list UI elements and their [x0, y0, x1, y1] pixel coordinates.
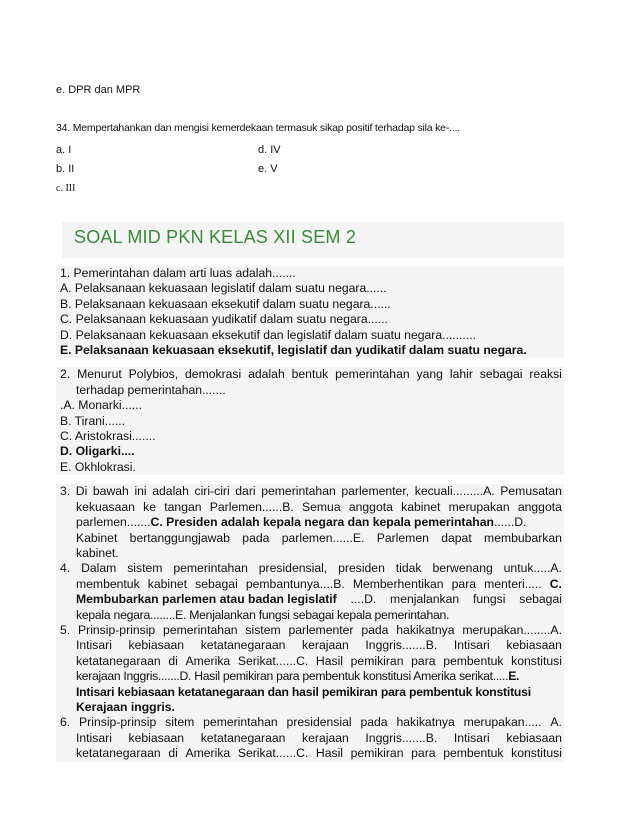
word: pemerintahan: [203, 715, 278, 730]
word: di: [168, 746, 178, 761]
word: Intisari: [76, 730, 112, 745]
question-2: [56, 367, 564, 475]
word: para: [451, 576, 477, 591]
q2-line-2: terhadap pemerintahan.......: [76, 382, 226, 397]
question-block: [56, 266, 564, 762]
word: ....D.: [350, 592, 377, 607]
word: sitem: [165, 715, 195, 730]
word: Intisari: [76, 638, 112, 653]
word: Semua: [301, 499, 341, 514]
word: kerajaan: [302, 730, 349, 745]
q4-answer: Membubarkan parlemen atau badan legislatif: [76, 592, 337, 607]
q1-text: 1. Pemerintahan dalam arti luas adalah.......: [60, 266, 296, 280]
q34-option-c: c. III: [56, 183, 76, 194]
q4-answer-label: C.: [549, 576, 562, 591]
word: para: [411, 746, 436, 761]
word: berwenang: [432, 561, 493, 576]
q2-option-e: E. Okhlokrasi.: [60, 459, 136, 474]
q5-answer-label: E.: [508, 669, 520, 684]
section-title: SOAL MID PKN KELAS XII SEM 2: [74, 227, 357, 247]
word: menteri.....: [484, 576, 542, 591]
q3-line-4: [56, 531, 564, 546]
word: pemerintahan: [261, 484, 336, 499]
word: Amerika: [185, 746, 231, 761]
q3-answer: C. Presiden adalah kepala negara dan kepala pemerintahan: [150, 515, 494, 530]
word: 2.: [60, 367, 71, 382]
word: ketatanegaraan: [200, 638, 286, 653]
word: anggota: [348, 499, 393, 514]
q1-option-b: B. Pelaksanaan kekuasaan eksekutif dalam suatu negara......: [60, 296, 391, 311]
q2-option-d: [56, 444, 564, 459]
word: Dalam: [81, 561, 117, 576]
word: pembentuk: [443, 746, 504, 761]
word: konstitusi: [511, 746, 562, 761]
q3-line-5: kabinet.: [76, 545, 119, 560]
q2-line-1: [56, 367, 564, 382]
q6-line-1: [56, 715, 564, 730]
word: untuk.....A.: [503, 561, 562, 576]
word: 3.: [60, 484, 71, 499]
q5-line-2: [56, 638, 564, 653]
word: kebiasaan: [506, 638, 562, 653]
word: presidensial,: [258, 561, 328, 576]
word: Serikat......C.: [237, 746, 309, 761]
word: bertanggungjawab: [129, 530, 230, 545]
word: di: [168, 653, 178, 668]
word: bawah: [92, 484, 129, 499]
q2-option-d-label: D. Oligarki....: [60, 444, 135, 459]
word: sistem: [127, 561, 163, 576]
word: Serikat......C.: [237, 653, 309, 668]
q1-option-c: C. Pelaksanaan kekuasaan yudikatif dalam suatu negara......: [60, 312, 388, 327]
word: Prinsip-prinsip: [78, 622, 156, 637]
q34-option-b: b. II: [56, 163, 75, 175]
word: fungsi: [472, 592, 506, 607]
word: demokrasi: [185, 367, 242, 382]
word: 5.: [60, 622, 71, 637]
word: membubarkan: [484, 530, 562, 545]
word: dapat: [441, 530, 472, 545]
word: menjalankan: [390, 592, 460, 607]
word: sebagai: [479, 367, 523, 382]
word: pemikiran: [350, 653, 404, 668]
word: kebiasaan: [128, 730, 185, 745]
q1-option-a: A. Pelaksanaan kekuasaan legislatif dalam suatu negara......: [60, 281, 387, 296]
word: sebagai: [519, 592, 562, 607]
word: merupakan........A.: [462, 622, 562, 637]
q1-option-d: D. Pelaksanaan kekuasaan eksekutif dan legislatif dalam suatu negara..........: [60, 327, 476, 342]
q2-option-a: .A. Monarki......: [60, 398, 142, 413]
word: kecuali.........A.: [414, 484, 495, 499]
word: tidak: [395, 561, 422, 576]
word: sistem: [245, 622, 281, 637]
word: pemerintahan: [173, 561, 248, 576]
question-34: 34. Mempertahankan dan mengisi kemerdekaan termasuk sikap positif terhadap sila ke-....: [56, 122, 460, 134]
q2-option-b: B. Tirani......: [60, 413, 126, 428]
word: Amerika: [185, 653, 231, 668]
word: bentuk: [291, 367, 329, 382]
q3-line-1: [56, 484, 564, 499]
word: hakikatnya: [396, 622, 455, 637]
q1-option-e-answer: E. Pelaksanaan kekuasaan eksekutif, legislatif dan yudikatif dalam suatu negara.: [60, 343, 527, 358]
q4-line-1: [56, 561, 564, 576]
word: ini: [134, 484, 147, 499]
word: presiden: [338, 561, 385, 576]
q5-answer-end: Kerajaan inggris.: [76, 699, 175, 714]
word: yang: [416, 367, 443, 382]
word: para: [411, 653, 436, 668]
word: ketatanegaraan: [76, 746, 161, 761]
word: ke: [143, 499, 157, 514]
word: parlementer,: [341, 484, 410, 499]
word: dari: [235, 484, 256, 499]
word: Polybios,: [128, 367, 179, 382]
word: Prinsip-prinsip: [79, 715, 157, 730]
q3-line-3-a: parlemen.......: [76, 515, 151, 530]
word: lahir: [449, 367, 473, 382]
word: anggota: [517, 499, 562, 514]
word: ketatanegaraan: [76, 653, 161, 668]
word: Inggris.......B.: [365, 730, 438, 745]
section-header: [62, 222, 564, 258]
q34-option-a: a. I: [56, 144, 72, 156]
word: pembentuk: [443, 653, 504, 668]
q5-answer: Intisari kebiasaan ketatanegaraan dan hasil pemikiran para pembentuk konstitusi: [76, 684, 531, 699]
q34-option-e: e. V: [258, 163, 278, 175]
word: parlemen......E.: [281, 530, 365, 545]
word: konstitusi: [511, 653, 562, 668]
word: kerajaan: [302, 638, 349, 653]
word: Pemusatan: [500, 484, 562, 499]
q34-option-d: d. IV: [258, 144, 281, 156]
word: membentuk: [76, 576, 140, 591]
option-e-prev: e. DPR dan MPR: [56, 84, 141, 96]
q34-options-row-1: [56, 144, 576, 157]
word: ketatanegaraan: [200, 730, 286, 745]
word: Kabinet: [76, 530, 118, 545]
question-5: [56, 623, 564, 715]
q5-line-1: [56, 623, 564, 638]
word: Intisari: [453, 730, 490, 745]
word: pemikiran: [350, 746, 404, 761]
word: Menurut: [77, 367, 122, 382]
word: A.: [550, 715, 562, 730]
word: merupakan: [448, 499, 510, 514]
q4-line-2: [56, 577, 564, 592]
q3-line-2: [56, 500, 564, 515]
word: Memberhentikan: [352, 576, 444, 591]
q5-line-3: [56, 654, 564, 669]
q6-line-3: [56, 746, 564, 761]
word: adalah: [248, 367, 285, 382]
q3-line-3-c: ......D.: [493, 515, 527, 530]
q4-line-4: kepala negara........E. Menjalankan fungsi sebagai kepala pemerintahan.: [76, 607, 450, 622]
word: ciri-ciri: [194, 484, 230, 499]
word: Di: [75, 484, 88, 499]
q4-line-3: [56, 592, 564, 607]
word: kebiasaan: [128, 638, 185, 653]
word: reaksi: [529, 367, 562, 382]
word: hakikatnya: [396, 715, 455, 730]
word: 4.: [60, 561, 71, 576]
q6-line-2: [56, 731, 564, 746]
word: kekuasaan: [76, 499, 135, 514]
word: pada: [360, 715, 388, 730]
word: Hasil: [315, 746, 344, 761]
question-6: [56, 715, 564, 761]
word: pemerintahan: [163, 622, 238, 637]
q3-line-3: [56, 515, 564, 530]
question-1: [56, 266, 564, 358]
word: Inggris.......B.: [365, 638, 438, 653]
word: pembantunya....B.: [245, 576, 345, 591]
question-3: [56, 484, 564, 561]
word: kabinet: [147, 576, 188, 591]
word: kebiasaan: [506, 730, 562, 745]
word: pemerintahan: [335, 367, 410, 382]
word: adalah: [152, 484, 189, 499]
word: Intisari: [453, 638, 490, 653]
word: presidensial: [286, 715, 352, 730]
q34-options-row-3: [56, 183, 576, 196]
word: tangan: [164, 499, 202, 514]
word: Parlemen: [376, 530, 429, 545]
word: pada: [242, 530, 270, 545]
question-4: [56, 561, 564, 623]
word: parlementer: [288, 622, 354, 637]
word: Hasil: [315, 653, 344, 668]
word: sebagai: [195, 576, 238, 591]
word: Parlemen......B.: [209, 499, 294, 514]
word: pada: [361, 622, 389, 637]
word: 6.: [60, 715, 71, 730]
word: merupakan.....: [463, 715, 542, 730]
q2-option-c: C. Aristokrasi.......: [60, 429, 156, 444]
q34-options-row-2: [56, 163, 576, 176]
q5-line-4: [56, 669, 564, 684]
q5-line-4-text: kerajaan Inggris.......D. Hasil pemikiran para pembentuk konstitusi Amerika serikat.....: [76, 669, 509, 684]
word: kabinet: [401, 499, 441, 514]
